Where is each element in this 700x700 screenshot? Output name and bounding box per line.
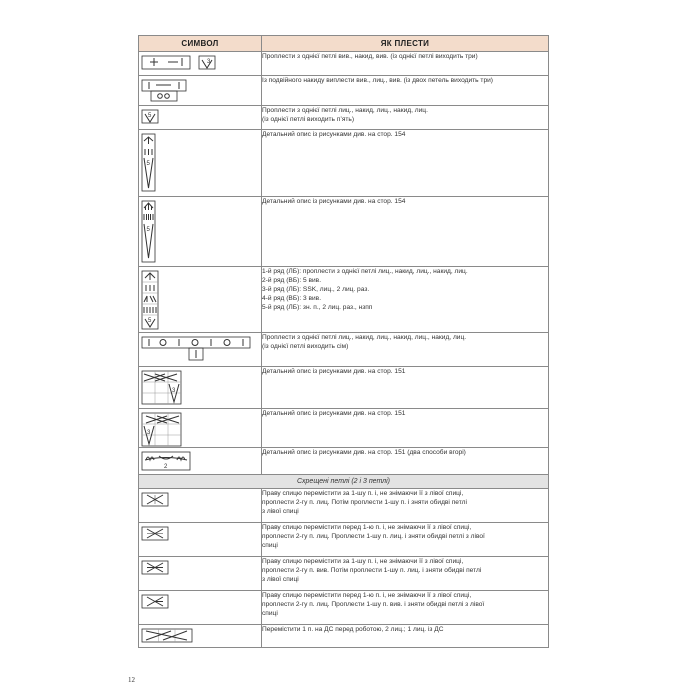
description-line: Детальний опис із рисунками див. на стор. 154 [262,131,406,138]
symbol-digit: 3 [172,388,176,394]
five-from-one-icon [141,109,259,127]
description-line: Праву спицю перемістити за 1-шу п. і, не знімаючи її з лівої спиці, [262,490,464,497]
symbol-cell [139,367,262,409]
description-line: 1-й ряд (ЛБ): проплести з однієї петлі лиц., накид, лиц., накид, лиц. [262,268,468,275]
table-row [139,267,549,333]
description-line: з лівої спиці [262,576,299,583]
description-cell [262,409,549,448]
symbol-digit: 5 [148,113,152,119]
symbol-cell [139,523,262,557]
description-line: Детальний опис із рисунками див. на стор. 151 [262,410,406,417]
description-cell [262,625,549,648]
symbol-cell [139,448,262,475]
symbol-cell [139,489,262,523]
section-header-row [139,475,549,489]
table-row [139,625,549,648]
bobble-seven-icon [141,200,259,264]
symbol-cell [139,106,262,130]
symbol-column-header: СИМВОЛ [139,36,262,52]
table-row [139,76,549,106]
cable-left-three-icon [141,412,259,448]
description-line: 4-й ряд (ВБ): 3 вив. [262,295,322,302]
table-row [139,106,549,130]
symbol-cell [139,557,262,591]
description-cell [262,267,549,333]
description-line: (із однієї петлі виходить сім) [262,343,349,350]
right-cross-purl-icon [141,560,259,578]
double-yarnover-three-icon [141,79,259,103]
wrapped-stitches-icon [141,451,259,473]
five-row-bobble-icon [141,270,259,332]
symbol-cell [139,625,262,648]
right-cross-knit-icon [141,492,259,510]
table-row [139,52,549,76]
description-line: 5-й ряд (ЛБ): зн. п., 2 лиц. раз., нзпп [262,304,373,311]
symbol-digit: 5 [146,161,150,167]
description-line: спиці [262,610,278,617]
description-line: проплести 2-гу п. лиц. Проплести 1-шу п. вив. і зняти обидві петлі з лівої [262,601,485,608]
description-line: проплести 2-гу п. вив. Потім проплести 1-шу п. лиц. і зняти обидві петлі [262,567,482,574]
how-to-knit-column-header: ЯК ПЛЕСТИ [262,36,549,52]
table-row [139,591,549,625]
symbol-cell [139,333,262,367]
description-line: Детальний опис із рисунками див. на стор. 151 (два способи вгорі) [262,449,466,456]
table-row [139,523,549,557]
description-cell [262,523,549,557]
symbol-cell [139,591,262,625]
description-line: Перемістити 1 п. на ДС перед роботою, 2 лиц.; 1 лиц. із ДС [262,626,444,633]
description-line: 3-й ряд (ЛБ): SSK, лиц., 2 лиц. раз. [262,286,370,293]
table-header-row [139,36,549,52]
three-from-one-purl-icon [141,55,259,71]
symbol-digit: 5 [146,227,150,233]
symbol-cell [139,197,262,267]
symbol-cell [139,267,262,333]
table-row [139,448,549,475]
description-cell [262,591,549,625]
symbol-digit: 5 [148,318,152,324]
description-cell [262,333,549,367]
description-cell [262,106,549,130]
left-cross-purl-icon [141,594,259,612]
description-line: Проплести з однієї петлі лиц., накид, лиц., накид, лиц., накид, лиц. [262,334,467,341]
table-row [139,197,549,267]
description-line: (із однієї петлі виходить п’ять) [262,116,355,123]
description-line: спиці [262,542,278,549]
symbol-digit: 3 [147,430,151,436]
left-cross-knit-icon [141,526,259,544]
description-line: Проплести з однієї петлі вив., накид, вив. (із однієї петлі виходить три) [262,53,478,60]
table-row [139,333,549,367]
description-line: Із подвійного накиду виплести вив., лиц., вив. (із двох петель виходить три) [262,77,493,84]
description-line: Проплести з однієї петлі лиц., накид, лиц., накид, лиц. [262,107,428,114]
three-stitch-cross-icon [141,628,259,644]
description-cell [262,489,549,523]
symbol-cell [139,76,262,106]
description-line: Детальний опис із рисунками див. на стор. 154 [262,198,406,205]
table-row [139,557,549,591]
description-cell [262,130,549,197]
symbol-cell [139,130,262,197]
symbol-digit: 3 [207,59,211,65]
description-line: Праву спицю перемістити за 1-шу п. і, не знімаючи її з лівої спиці, [262,558,464,565]
seven-from-one-icon [141,336,259,364]
description-line: Праву спицю перемістити перед 1-ю п. і, не знімаючи її з лівої спиці, [262,524,472,531]
symbol-cell [139,52,262,76]
cable-right-three-icon [141,370,259,408]
description-line: з лівої спиці [262,508,299,515]
section-title: Схрещені петлі (2 і 3 петлі) [139,475,549,489]
bobble-five-icon [141,133,259,193]
table-row [139,367,549,409]
page-number: 12 [128,676,135,684]
description-line: проплести 2-гу п. лиц. Потім проплести 1-шу п. і зняти обидві петлі [262,499,467,506]
description-cell [262,448,549,475]
table-row [139,130,549,197]
symbol-cell [139,409,262,448]
symbol-digit: 2 [164,464,168,470]
description-line: проплести 2-гу п. лиц. Проплести 1-шу п. лиц. і зняти обидві петлі з лівої [262,533,485,540]
description-cell [262,52,549,76]
description-cell [262,367,549,409]
description-cell [262,76,549,106]
description-line: Детальний опис із рисунками див. на стор. 151 [262,368,406,375]
description-cell [262,197,549,267]
description-line: 2-й ряд (ВБ): 5 вив. [262,277,322,284]
description-line: Праву спицю перемістити перед 1-ю п. і, не знімаючи її з лівої спиці, [262,592,472,599]
table-row [139,489,549,523]
symbol-table [138,35,549,648]
table-row [139,409,549,448]
description-cell [262,557,549,591]
